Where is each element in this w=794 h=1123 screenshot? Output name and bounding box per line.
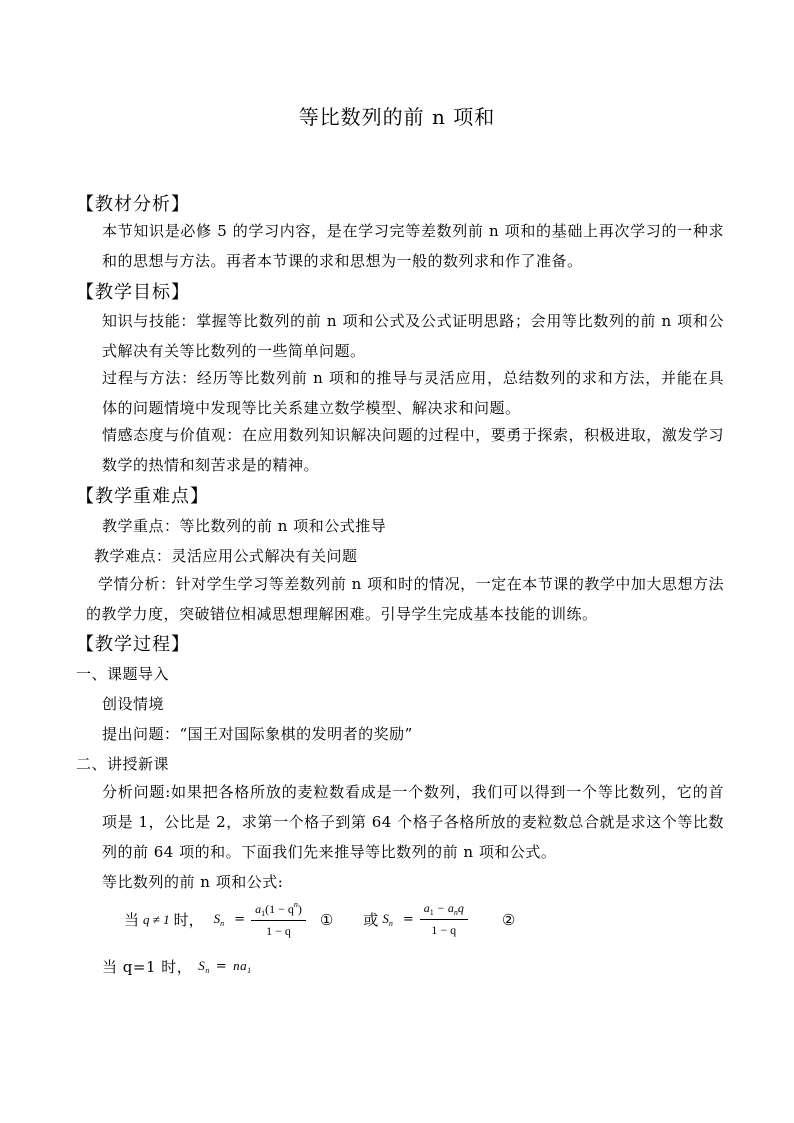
formula3-na: na: [233, 958, 248, 973]
text-key-point: 教学重点：等比数列的前 n 项和公式推导: [102, 517, 387, 535]
formula-row-case-q-not-1: [124, 900, 519, 939]
sum-subscript-3: n: [205, 966, 210, 975]
paragraph-material-analysis: 本节知识是必修 5 的学习内容，是在学习完等差数列前 n 项和的基础上再次学习的一种求和的思想与方法。再者本节课的求和思想为一般的数列求和作了准备。: [102, 222, 724, 270]
formula3-rhs: [233, 958, 252, 975]
formula2-lhs: [382, 911, 393, 928]
heading-teaching-goals: 【教学目标】: [76, 282, 190, 303]
f1-a: a: [255, 902, 262, 916]
formula3-lhs: [198, 958, 210, 975]
f2-q: q: [457, 901, 464, 915]
sum-symbol: S: [213, 911, 221, 926]
paragraph-analysis-problem: 分析问题:如果把各格所放的麦粒数看成是一个数列，我们可以得到一个等比数列，它的首项是 1，公比是 2，求第一个格子到第 64 个格子各格所放的麦粒数总合就是求这个等比数列的前 64 项的和。下面我们先来推导等比数列的前 n 项和公式。: [102, 783, 724, 861]
formula1-numerator: [251, 900, 306, 921]
f1-a-sub: 1: [261, 909, 266, 918]
text-formula-label: 等比数列的前 n 项和公式:: [102, 873, 284, 891]
formula1-fraction: [251, 900, 306, 939]
sum-symbol-3: S: [198, 958, 206, 973]
sum-symbol-2: S: [382, 911, 389, 926]
formula1-equals: =: [234, 912, 246, 927]
text-step-one: 一、课题导入: [76, 665, 170, 683]
formula2-denominator: 1 − q: [431, 923, 457, 937]
f1-rest: (1 − q: [265, 902, 294, 916]
heading-teaching-process: 【教学过程】: [76, 634, 190, 655]
f2-a: a: [423, 901, 430, 915]
case1-suffix: 时，: [173, 911, 204, 929]
formula3-equals: =: [215, 959, 228, 974]
paragraph-student-analysis: 学情分析：针对学生学习等差数列前 n 项和时的情况，一定在本节课的教学中加大思想方法的教学力度，突破错位相减思想理解困难。引导学生完成基本技能的训练。: [86, 575, 724, 623]
text-raise-question: 提出问题：“国王对国际象棋的发明者的奖励”: [102, 725, 413, 743]
formula1-mark: ①: [319, 910, 334, 929]
formula1-lhs: [214, 911, 225, 928]
paragraph-goal-process: 过程与方法：经历等比数列前 n 项和的推导与灵活应用，总结数列的求和方法，并能在具体的问题情境中发现等比关系建立数学模型、解决求和问题。: [102, 369, 724, 417]
case1-condition: q ≠ 1: [143, 911, 170, 927]
formula2-numerator: [420, 901, 468, 920]
paragraph-goal-emotion: 情感态度与价值观：在应用数列知识解决问题的过程中，要勇于探索，积极进取，激发学习数学的热情和刻苦求是的精神。: [102, 426, 724, 474]
formula2-mark: ②: [501, 910, 516, 929]
f2-a-sub: 1: [429, 908, 434, 917]
text-difficult-point: 教学难点：灵活应用公式解决有关问题: [94, 547, 358, 565]
f2-n-sub: n: [453, 908, 458, 917]
text-create-scenario: 创设情境: [102, 695, 165, 713]
paragraph-goal-knowledge: 知识与技能：掌握等比数列的前 n 项和公式及公式证明思路；会用等比数列的前 n 项和公式解决有关等比数列的一些简单问题。: [102, 312, 724, 360]
sum-subscript-2: n: [388, 919, 393, 928]
text-step-two: 二、讲授新课: [76, 755, 170, 773]
formula2-fraction: [420, 901, 468, 938]
case2-text: 当 q=1 时，: [102, 958, 193, 976]
formula-row-case-q-1: [102, 956, 252, 977]
f1-exponent: n: [293, 900, 298, 909]
formula2-equals: =: [402, 912, 414, 927]
sum-subscript: n: [220, 919, 225, 928]
heading-material-analysis: 【教材分析】: [76, 194, 190, 215]
formula1-denominator: 1 − q: [266, 924, 291, 938]
case1-prefix: 当: [124, 911, 140, 929]
f1-close: ): [297, 902, 302, 916]
f2-minus-a: − a: [433, 901, 454, 915]
formula3-sub: 1: [247, 966, 252, 975]
heading-key-difficult-points: 【教学重难点】: [76, 486, 209, 507]
document-title: 等比数列的前 n 项和: [298, 105, 496, 129]
formula-or: 或: [363, 911, 379, 929]
